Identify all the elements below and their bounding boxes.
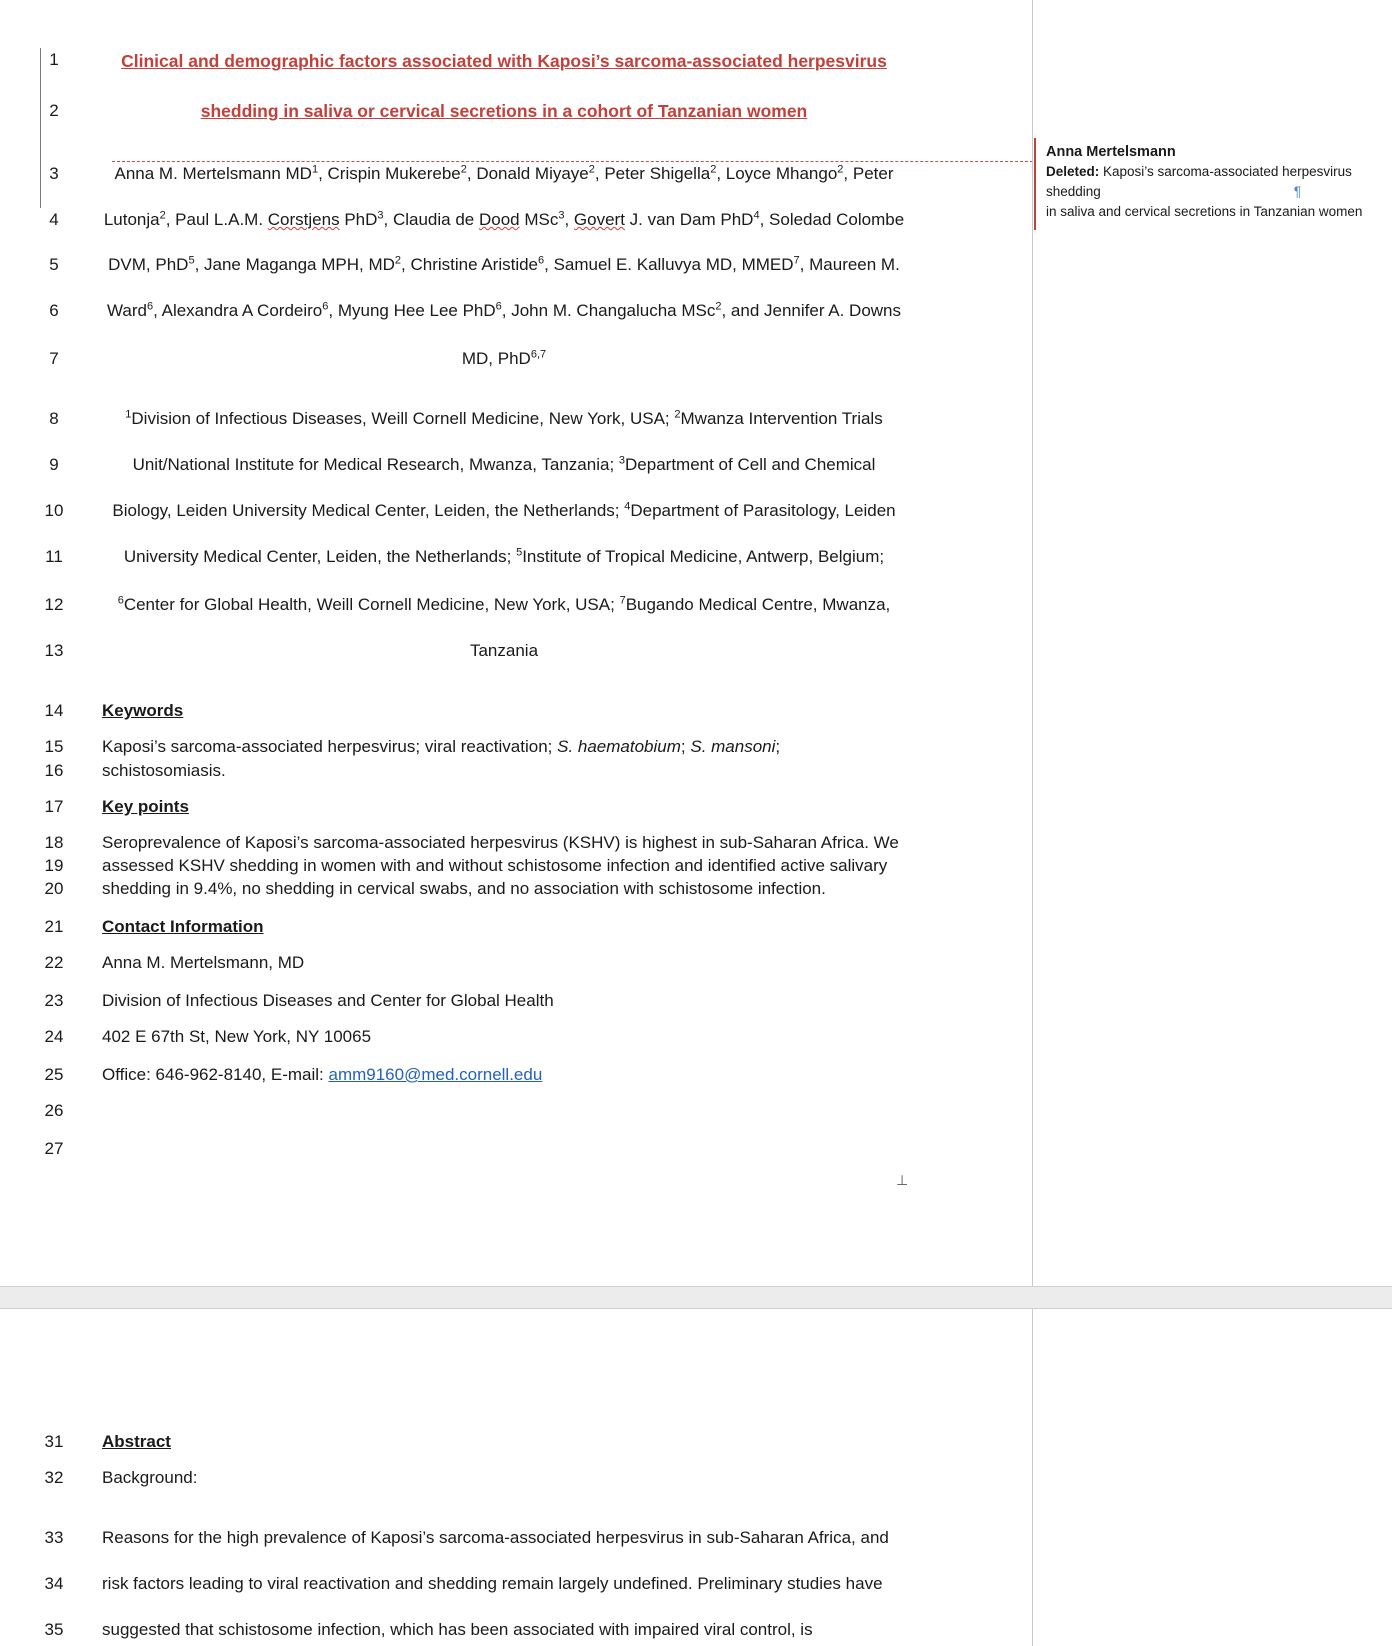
spelling-flag: Govert: [573, 210, 625, 229]
abstract-heading: Abstract: [102, 1432, 171, 1451]
line-number: 5: [49, 255, 59, 274]
line-number: 24: [44, 1027, 64, 1046]
line-number: 10: [44, 501, 64, 520]
affiliations-line-4: University Medical Center, Leiden, the Netherlands; $^5$Institute of Tropical Medicine, Antwerp, Belgium;: [123, 546, 885, 566]
contact-department: Division of Infectious Diseases and Center for Global Health: [102, 991, 554, 1010]
email-link[interactable]: amm9160@med.cornell.edu: [328, 1065, 543, 1084]
keywords-heading: Keywords: [102, 701, 184, 720]
comment-bar: [1034, 138, 1036, 230]
abstract-background-label: Background:: [102, 1468, 198, 1487]
line-number: 33: [44, 1528, 64, 1547]
line-number: 14: [44, 701, 64, 720]
contact-heading: Contact Information: [102, 917, 264, 936]
key-points-line: shedding in 9.4%, no shedding in cervical swabs, and no association with schistosome infection.: [102, 879, 826, 898]
key-points-line: Seroprevalence of Kaposi’s sarcoma-associated herpesvirus (KSHV) is highest in sub-Saharan Africa. We: [102, 833, 899, 852]
change-bar: [40, 48, 41, 208]
line-number: 16: [44, 761, 64, 780]
markup-pane-border-page2: [1032, 1307, 1033, 1646]
line-number: 35: [44, 1620, 64, 1639]
line-number: 15: [44, 737, 64, 756]
line-number: 31: [44, 1432, 64, 1451]
line-number: 1: [49, 50, 59, 69]
affiliations-line-3: Biology, Leiden University Medical Center, Leiden, the Netherlands; $^4$Department of Parasitology, Leiden: [112, 500, 896, 520]
authors-line-5: MD, PhD$^{6,7}$: [461, 348, 547, 368]
title-line-2: shedding in saliva or cervical secretions in a cohort of Tanzanian women: [200, 101, 808, 121]
revision-text-2: shedding ¶: [1046, 184, 1302, 199]
authors-line-2: Lutonja$^2$, Paul L.A.M. Corstjens PhD$^3$, Claudia de Dood MSc$^3$, Govert J. van Dam PhD$^4$, Soledad Colombe: [103, 209, 905, 229]
line-number: 23: [44, 991, 64, 1010]
revision-text-1: Deleted: Kaposi’s sarcoma-associated herpesvirus: [1046, 164, 1352, 179]
keywords-line-1: Kaposi’s sarcoma-associated herpesvirus; viral reactivation; S. haematobium; S. mansoni;: [102, 737, 781, 756]
spelling-flag: Dood: [478, 210, 520, 229]
key-points-line: assessed KSHV shedding in women with and without schistosome infection and identified active salivary: [102, 856, 888, 875]
line-number: 19: [44, 856, 64, 875]
line-number: 22: [44, 953, 64, 972]
keywords-line-2: schistosomiasis.: [102, 761, 226, 780]
authors-line-4: Ward$^6$, Alexandra A Cordeiro$^6$, Myung Hee Lee PhD$^6$, John M. Changalucha MSc$^2$, and Jennifer A. Downs: [106, 300, 902, 320]
contact-name: Anna M. Mertelsmann, MD: [102, 953, 305, 972]
line-number: 18: [44, 833, 64, 852]
key-points-heading: Key points: [102, 797, 189, 816]
revision-balloon[interactable]: [1046, 142, 1362, 222]
authors-line-1: Anna M. Mertelsmann $MD^1$, Crispin Mukerebe$^2$, Donald Miyaye$^2$, Peter Shigella$^2$, Loyce Mhango$^2$, Peter: [114, 163, 894, 183]
line-number: 6: [49, 301, 59, 320]
markup-pane-border: [1032, 0, 1033, 1286]
title-line-1: Clinical and demographic factors associated with Kaposi’s sarcoma-associated herpesvirus: [121, 51, 887, 71]
abstract-line: suggested that schistosome infection, which has been associated with impaired viral control, is: [102, 1620, 813, 1639]
affiliations-line-6: Tanzania: [469, 641, 539, 660]
affiliations-line-5: $^6$Center for Global Health, Weill Cornell Medicine, New York, USA; $^7$Bugando Medical Centre, Mwanza,: [117, 594, 891, 614]
line-number: 20: [44, 879, 64, 898]
affiliations-line-2: Unit/National Institute for Medical Research, Mwanza, Tanzania; $^3$Department of Cell and Chemical: [132, 454, 876, 474]
contact-office: Office: 646-962-8140, E-mail: amm9160@med.cornell.edu: [102, 1065, 543, 1084]
line-number: 32: [44, 1468, 64, 1487]
comment-connector-line: [112, 161, 1033, 162]
pilcrow-icon: ¶: [1293, 184, 1302, 199]
contact-address: 402 E 67th St, New York, NY 10065: [102, 1027, 372, 1046]
line-number: 8: [49, 409, 59, 428]
line-number: 3: [49, 164, 59, 183]
line-number: 21: [44, 917, 64, 936]
page-break: [0, 1286, 1392, 1309]
spelling-flag: Corstjens: [267, 210, 340, 229]
line-number: 17: [44, 797, 64, 816]
line-number: 12: [44, 595, 64, 614]
authors-line-3: DVM, PhD$^5$, Jane Maganga MPH, $MD^2$, Christine Aristide$^6$, Samuel E. Kalluvya MD, MMED$^7$, Maureen M.: [108, 254, 900, 274]
abstract-line: Reasons for the high prevalence of Kaposi’s sarcoma-associated herpesvirus in sub-Saharan Africa, and: [102, 1528, 889, 1547]
line-number: 27: [44, 1139, 64, 1158]
line-number: 25: [44, 1065, 64, 1084]
line-number: 7: [49, 349, 59, 368]
line-number: 13: [44, 641, 64, 660]
insertion-cursor-icon: ⊥: [896, 1172, 909, 1188]
revision-author: Anna Mertelsmann: [1046, 144, 1176, 160]
affiliations-line-1: $^1$Division of Infectious Diseases, Weill Cornell Medicine, New York, USA; $^2$Mwanza Intervention Trials: [125, 408, 883, 428]
revision-text-3: in saliva and cervical secretions in Tanzanian women: [1046, 204, 1363, 219]
line-number: 26: [44, 1101, 64, 1120]
line-number: 34: [44, 1574, 64, 1593]
line-number: 2: [49, 101, 59, 120]
line-number: 9: [49, 455, 59, 474]
abstract-line: risk factors leading to viral reactivation and shedding remain largely undefined. Preliminary studies have: [102, 1574, 883, 1593]
line-number: 4: [49, 210, 59, 229]
line-number: 11: [45, 547, 63, 566]
